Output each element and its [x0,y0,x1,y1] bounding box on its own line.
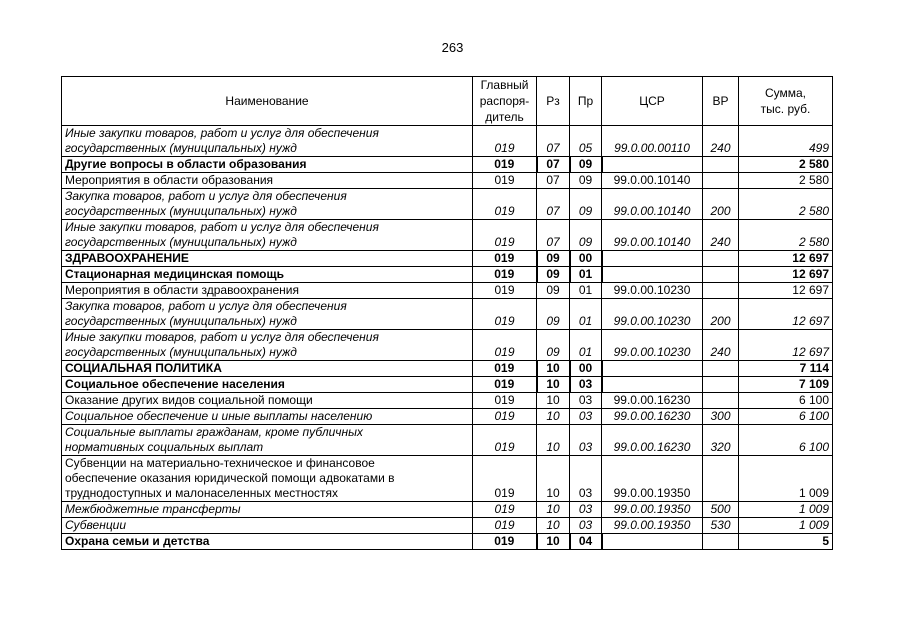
cell-section: 10 [537,409,570,425]
cell-name: Иные закупки товаров, работ и услуг для обеспечения государственных (муниципальных) нужд [62,220,473,251]
cell-expense-type [703,361,739,377]
cell-section: 09 [537,267,570,283]
cell-target-article: 99.0.00.16230 [602,409,703,425]
table-row [62,283,833,299]
cell-target-article: 99.0.00.19350 [602,518,703,534]
cell-section: 07 [537,173,570,189]
cell-expense-type: 200 [703,189,739,220]
cell-target-article: 99.0.00.10230 [602,330,703,361]
cell-target-article: 99.0.00.10230 [602,299,703,330]
cell-main-manager: 019 [473,157,537,173]
cell-name: Субвенции [62,518,473,534]
cell-subsection: 09 [570,173,602,189]
header-section: Рз [537,77,570,126]
cell-target-article [602,377,703,393]
cell-section: 10 [537,456,570,502]
cell-amount: 12 697 [739,283,833,299]
cell-amount: 499 [739,126,833,157]
table-body [62,126,833,550]
cell-main-manager: 019 [473,361,537,377]
table-row [62,377,833,393]
cell-amount: 6 100 [739,393,833,409]
cell-name: Социальное обеспечение населения [62,377,473,393]
cell-section: 10 [537,425,570,456]
cell-subsection: 09 [570,220,602,251]
cell-expense-type [703,173,739,189]
table-row [62,425,833,456]
cell-expense-type: 530 [703,518,739,534]
cell-expense-type: 300 [703,409,739,425]
cell-amount: 12 697 [739,299,833,330]
cell-main-manager: 019 [473,173,537,189]
cell-amount: 7 109 [739,377,833,393]
cell-target-article: 99.0.00.10140 [602,173,703,189]
cell-section: 07 [537,189,570,220]
cell-section: 09 [537,251,570,267]
cell-expense-type [703,251,739,267]
cell-main-manager: 019 [473,534,537,550]
cell-expense-type [703,267,739,283]
header-main-manager: Главный распоря- дитель [473,77,537,126]
cell-section: 10 [537,393,570,409]
table-row [62,126,833,157]
cell-expense-type: 240 [703,220,739,251]
cell-subsection: 03 [570,502,602,518]
table-row [62,330,833,361]
cell-subsection: 00 [570,251,602,267]
cell-subsection: 01 [570,267,602,283]
cell-expense-type [703,283,739,299]
cell-name: ЗДРАВООХРАНЕНИЕ [62,251,473,267]
table-row [62,220,833,251]
cell-expense-type: 500 [703,502,739,518]
table-row [62,251,833,267]
cell-name: Иные закупки товаров, работ и услуг для обеспечения государственных (муниципальных) нужд [62,330,473,361]
table-row [62,393,833,409]
header-expense-type: ВР [703,77,739,126]
cell-main-manager: 019 [473,299,537,330]
cell-main-manager: 019 [473,330,537,361]
cell-expense-type: 240 [703,330,739,361]
cell-amount: 12 697 [739,251,833,267]
cell-target-article: 99.0.00.10230 [602,283,703,299]
cell-name: Охрана семьи и детства [62,534,473,550]
cell-section: 10 [537,377,570,393]
cell-name: Оказание других видов социальной помощи [62,393,473,409]
header-subsection: Пр [570,77,602,126]
cell-main-manager: 019 [473,283,537,299]
cell-subsection: 05 [570,126,602,157]
table-row [62,502,833,518]
cell-subsection: 04 [570,534,602,550]
cell-name: Субвенции на материально-техническое и финансовое обеспечение оказания юридической помощи адвокатами в труднодоступных и малонаселенных местностях [62,456,473,502]
budget-table [61,76,833,550]
cell-target-article: 99.0.00.19350 [602,456,703,502]
cell-name: Иные закупки товаров, работ и услуг для обеспечения государственных (муниципальных) нужд [62,126,473,157]
cell-name: Закупка товаров, работ и услуг для обеспечения государственных (муниципальных) нужд [62,189,473,220]
cell-main-manager: 019 [473,251,537,267]
cell-main-manager: 019 [473,409,537,425]
cell-target-article: 99.0.00.19350 [602,502,703,518]
cell-main-manager: 019 [473,126,537,157]
cell-subsection: 03 [570,409,602,425]
cell-target-article: 99.0.00.10140 [602,189,703,220]
cell-section: 10 [537,361,570,377]
cell-main-manager: 019 [473,189,537,220]
cell-target-article [602,251,703,267]
cell-subsection: 03 [570,518,602,534]
cell-main-manager: 019 [473,267,537,283]
table-row [62,518,833,534]
header-target-article: ЦСР [602,77,703,126]
cell-amount: 12 697 [739,330,833,361]
cell-section: 10 [537,534,570,550]
cell-name: Социальное обеспечение и иные выплаты населению [62,409,473,425]
cell-amount: 2 580 [739,173,833,189]
cell-main-manager: 019 [473,425,537,456]
page-number: 263 [441,40,464,55]
table-row [62,409,833,425]
cell-main-manager: 019 [473,220,537,251]
cell-section: 09 [537,330,570,361]
cell-expense-type: 240 [703,126,739,157]
cell-expense-type [703,534,739,550]
cell-subsection: 03 [570,377,602,393]
cell-amount: 2 580 [739,189,833,220]
table-row [62,534,833,550]
cell-subsection: 01 [570,330,602,361]
cell-amount: 1 009 [739,518,833,534]
cell-main-manager: 019 [473,502,537,518]
cell-subsection: 03 [570,456,602,502]
cell-name: Межбюджетные трансферты [62,502,473,518]
cell-amount: 7 114 [739,361,833,377]
table-row [62,456,833,502]
table-row [62,361,833,377]
cell-name: Закупка товаров, работ и услуг для обеспечения государственных (муниципальных) нужд [62,299,473,330]
cell-main-manager: 019 [473,377,537,393]
cell-main-manager: 019 [473,518,537,534]
cell-amount: 2 580 [739,220,833,251]
cell-expense-type: 320 [703,425,739,456]
table-row [62,267,833,283]
cell-target-article [602,267,703,283]
cell-amount: 12 697 [739,267,833,283]
cell-amount: 2 580 [739,157,833,173]
table-row [62,157,833,173]
cell-expense-type [703,157,739,173]
cell-expense-type [703,377,739,393]
cell-name: СОЦИАЛЬНАЯ ПОЛИТИКА [62,361,473,377]
cell-expense-type: 200 [703,299,739,330]
cell-expense-type [703,456,739,502]
table-header [62,77,833,126]
header-name: Наименование [62,77,473,126]
cell-section: 09 [537,299,570,330]
cell-main-manager: 019 [473,456,537,502]
cell-main-manager: 019 [473,393,537,409]
cell-target-article: 99.0.00.10140 [602,220,703,251]
cell-amount: 1 009 [739,502,833,518]
header-amount: Сумма, тыс. руб. [739,77,833,126]
cell-section: 09 [537,283,570,299]
cell-amount: 5 [739,534,833,550]
cell-name: Стационарная медицинская помощь [62,267,473,283]
cell-subsection: 09 [570,157,602,173]
cell-name: Мероприятия в области здравоохранения [62,283,473,299]
cell-subsection: 09 [570,189,602,220]
cell-target-article: 99.0.00.16230 [602,425,703,456]
cell-name: Мероприятия в области образования [62,173,473,189]
cell-expense-type [703,393,739,409]
header-row [62,77,833,126]
table-row [62,299,833,330]
cell-subsection: 03 [570,393,602,409]
cell-section: 10 [537,502,570,518]
cell-subsection: 03 [570,425,602,456]
cell-section: 07 [537,157,570,173]
cell-subsection: 01 [570,283,602,299]
cell-target-article [602,157,703,173]
cell-section: 10 [537,518,570,534]
cell-name: Социальные выплаты гражданам, кроме публичных нормативных социальных выплат [62,425,473,456]
table-row [62,189,833,220]
cell-target-article [602,534,703,550]
cell-target-article [602,361,703,377]
cell-subsection: 00 [570,361,602,377]
cell-amount: 1 009 [739,456,833,502]
cell-section: 07 [537,126,570,157]
cell-subsection: 01 [570,299,602,330]
cell-amount: 6 100 [739,425,833,456]
cell-amount: 6 100 [739,409,833,425]
table-row [62,173,833,189]
cell-section: 07 [537,220,570,251]
cell-name: Другие вопросы в области образования [62,157,473,173]
cell-target-article: 99.0.00.16230 [602,393,703,409]
cell-target-article: 99.0.00.00110 [602,126,703,157]
